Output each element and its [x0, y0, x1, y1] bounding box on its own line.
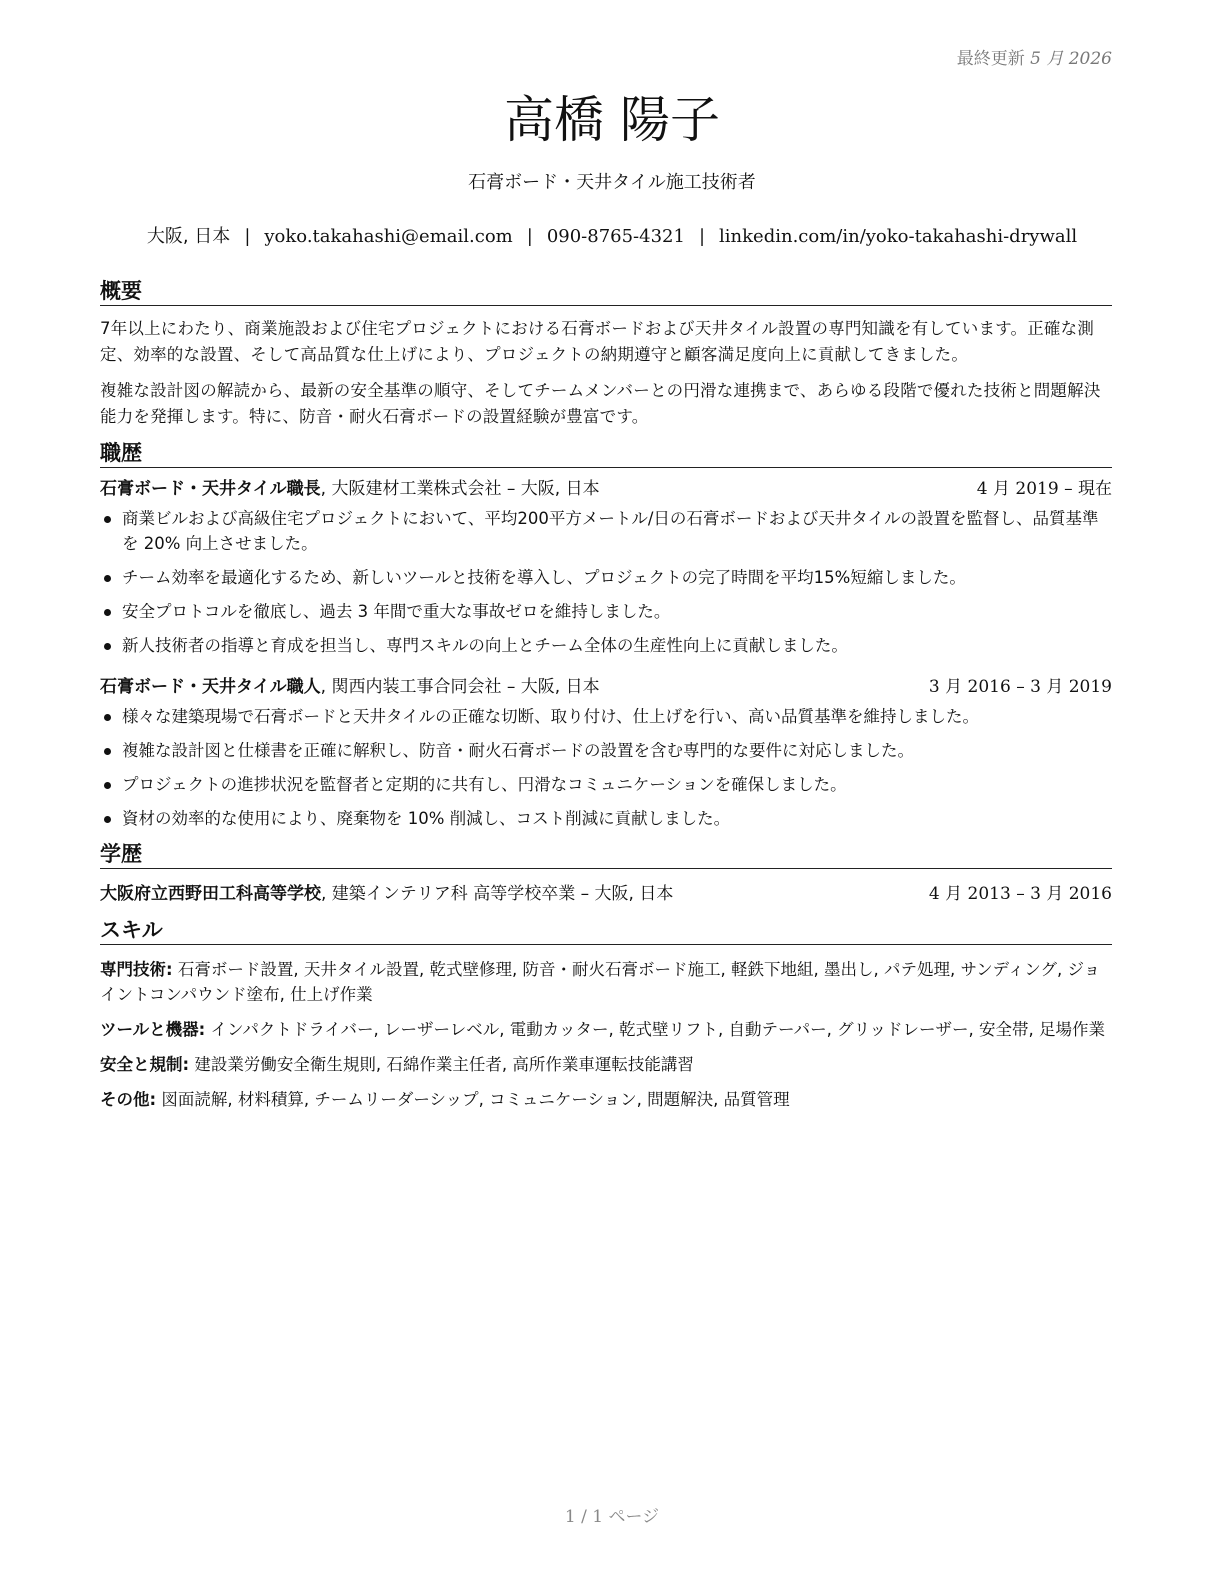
job-bullet: チーム効率を最適化するため、新しいツールと技術を導入し、プロジェクトの完了時間を平均15%短縮しました。 — [100, 565, 1112, 590]
skill-label: 安全と規制: — [100, 1055, 190, 1074]
education-school-detail — [100, 881, 673, 907]
job-bullet: 複雑な設計図と仕様書を正確に解釈し、防音・耐火石膏ボードの設置を含む専門的な要件に対応しました。 — [100, 738, 1112, 763]
job-dates: 3 月 2016 – 3 月 2019 — [928, 677, 1112, 697]
summary-paragraph: 複雑な設計図の解読から、最新の安全基準の順守、そしてチームメンバーとの円滑な連携まで、あらゆる段階で優れた技術と問題解決能力を発揮します。特に、防音・耐火石膏ボードの設置経験が豊富です。 — [100, 381, 1101, 426]
education-detail: , 建築インテリア科 高等学校卒業 – 大阪, 日本 — [321, 884, 674, 904]
skill-value: 石膏ボード設置, 天井タイル設置, 乾式壁修理, 防音・耐火石膏ボード施工, 軽鉄下地組, 墨出し, パテ処理, サンディング, ジョイントコンパウンド塗布, 仕上げ作業 — [100, 960, 1101, 1004]
skill-value: 図面読解, 材料積算, チームリーダーシップ, コミュニケーション, 問題解決, 品質管理 — [156, 1090, 790, 1109]
section-heading-skills: スキル — [100, 917, 1112, 945]
job-bullets — [100, 704, 1112, 831]
job-entry — [100, 674, 1112, 831]
contact-separator: | — [698, 226, 706, 247]
job-role-org — [100, 674, 600, 700]
job-bullet: 安全プロトコルを徹底し、過去 3 年間で重大な事故ゼロを維持しました。 — [100, 599, 1112, 624]
job-bullet: 新人技術者の指導と育成を担当し、専門スキルの向上とチーム全体の生産性向上に貢献しました。 — [100, 633, 1112, 658]
skill-row — [100, 1017, 1112, 1042]
job-entry — [100, 476, 1112, 658]
contact-linkedin[interactable]: linkedin.com/in/yoko-takahashi-drywall — [719, 226, 1078, 247]
skills-list — [100, 957, 1112, 1112]
job-role-org — [100, 476, 600, 502]
job-bullet: 商業ビルおよび高級住宅プロジェクトにおいて、平均200平方メートル/日の石膏ボードおよび天井タイルの設置を監督し、品質基準を 20% 向上させました。 — [100, 506, 1112, 556]
education-entry — [100, 881, 1112, 907]
job-title: 石膏ボード・天井タイル施工技術者 — [468, 172, 756, 193]
contact-location: 大阪, 日本 — [146, 226, 231, 247]
summary-section — [100, 278, 1112, 430]
skill-row — [100, 1052, 1112, 1077]
job-org: , 大阪建材工業株式会社 – 大阪, 日本 — [320, 479, 600, 499]
skill-value: インパクトドライバー, レーザーレベル, 電動カッター, 乾式壁リフト, 自動テーパー, グリッドレーザー, 安全帯, 足場作業 — [205, 1020, 1105, 1039]
skills-section — [100, 917, 1112, 1112]
job-bullet: 資材の効率的な使用により、廃棄物を 10% 削減し、コスト削減に貢献しました。 — [100, 806, 1112, 831]
job-bullet: プロジェクトの進捗状況を監督者と定期的に共有し、円滑なコミュニケーションを確保しました。 — [100, 772, 1112, 797]
contact-phone[interactable]: 090-8765-4321 — [546, 226, 685, 247]
job-bullet: 様々な建築現場で石膏ボードと天井タイルの正確な切断、取り付け、仕上げを行い、高い品質基準を維持しました。 — [100, 704, 1112, 729]
contact-separator: | — [244, 226, 251, 247]
skill-row — [100, 957, 1112, 1007]
section-heading-education: 学歴 — [100, 841, 1112, 869]
candidate-name: 高橋 陽子 — [504, 91, 720, 149]
education-school: 大阪府立西野田工科高等学校 — [100, 884, 321, 904]
skill-value: 建設業労働安全衛生規則, 石綿作業主任者, 高所作業車運転技能講習 — [189, 1055, 694, 1074]
section-heading-experience: 職歴 — [100, 440, 1112, 468]
job-role: 石膏ボード・天井タイル職人 — [100, 677, 321, 697]
skill-label: 専門技術: — [100, 960, 173, 979]
skill-label: その他: — [100, 1090, 157, 1109]
job-header — [100, 476, 1112, 502]
job-dates: 4 月 2019 – 現在 — [976, 479, 1112, 499]
education-dates: 4 月 2013 – 3 月 2016 — [928, 884, 1112, 904]
job-bullets — [100, 506, 1112, 658]
section-heading-summary: 概要 — [100, 278, 1112, 306]
last-updated — [957, 44, 1112, 69]
contact-email[interactable]: yoko.takahashi@email.com — [264, 226, 513, 247]
experience-section — [100, 440, 1112, 831]
contact-separator: | — [526, 226, 533, 247]
skill-label: ツールと機器: — [100, 1020, 206, 1039]
page-indicator: 1 / 1 ページ — [564, 1507, 660, 1527]
education-section — [100, 841, 1112, 907]
job-role: 石膏ボード・天井タイル職長 — [100, 479, 321, 499]
last-updated-date: 5 月 2026 — [1030, 49, 1112, 69]
skill-row — [100, 1087, 1112, 1112]
job-header — [100, 674, 1112, 700]
resume-body — [100, 278, 1112, 1122]
job-org: , 関西内装工事合同会社 – 大阪, 日本 — [320, 677, 600, 697]
contact-line — [0, 225, 1224, 249]
last-updated-label: 最終更新 — [956, 49, 1025, 69]
summary-paragraph: 7年以上にわたり、商業施設および住宅プロジェクトにおける石膏ボードおよび天井タイル設置の専門知識を有しています。正確な測定、効率的な設置、そして高品質な仕上げにより、プロジェクトの納期遵守と顧客満足度向上に貢献してきました。 — [100, 319, 1095, 364]
